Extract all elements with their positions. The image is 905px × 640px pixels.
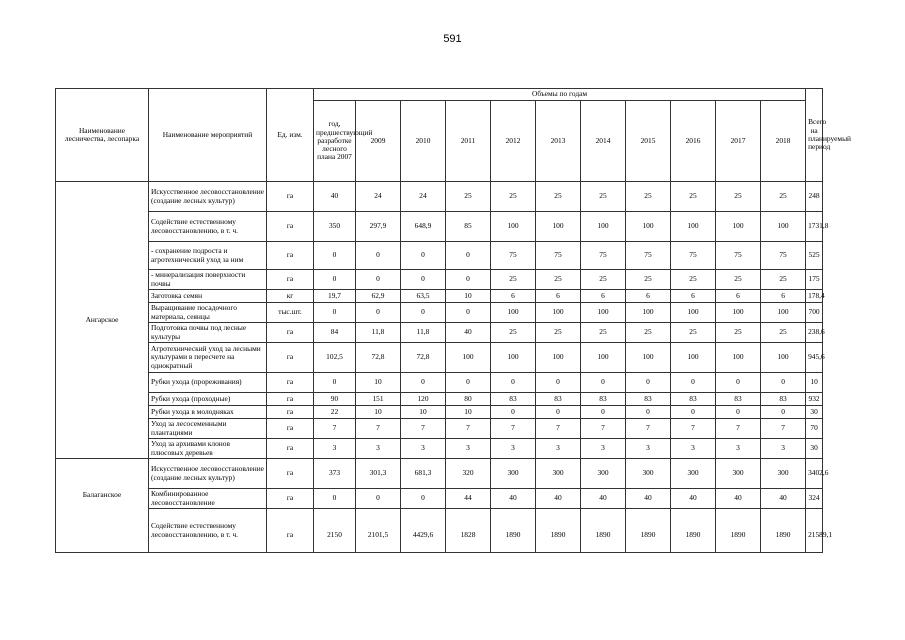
unit-cell: га — [267, 182, 314, 212]
value-cell: 10 — [401, 406, 446, 419]
table-row — [56, 509, 823, 553]
value-cell: 100 — [581, 212, 626, 242]
value-cell: 681,3 — [401, 459, 446, 489]
value-cell: 40 — [314, 182, 356, 212]
value-cell: 0 — [314, 270, 356, 290]
value-cell: 3 — [671, 439, 716, 459]
value-cell: 22 — [314, 406, 356, 419]
value-cell: 1890 — [671, 509, 716, 553]
value-cell: 11,8 — [401, 323, 446, 343]
value-cell: 83 — [671, 393, 716, 406]
value-cell: 648,9 — [401, 212, 446, 242]
value-cell: 0 — [401, 270, 446, 290]
header-year: 2015 — [626, 101, 671, 182]
value-cell: 7 — [716, 419, 761, 439]
value-cell: 100 — [761, 343, 806, 373]
value-cell: 3 — [491, 439, 536, 459]
value-cell: 100 — [536, 343, 581, 373]
value-cell: 6 — [581, 290, 626, 303]
value-cell: 0 — [401, 242, 446, 270]
activity-name-cell: Агротехнический уход за лесными культурами в пересчете на однократный — [149, 343, 267, 373]
total-cell: 30 — [806, 439, 823, 459]
total-cell: 525 — [806, 242, 823, 270]
value-cell: 25 — [581, 323, 626, 343]
value-cell: 3 — [446, 439, 491, 459]
value-cell: 100 — [581, 303, 626, 323]
value-cell: 0 — [671, 373, 716, 393]
value-cell: 19,7 — [314, 290, 356, 303]
value-cell: 0 — [491, 373, 536, 393]
value-cell: 0 — [716, 373, 761, 393]
value-cell: 75 — [581, 242, 626, 270]
value-cell: 25 — [626, 182, 671, 212]
value-cell: 100 — [536, 212, 581, 242]
value-cell: 25 — [671, 270, 716, 290]
value-cell: 25 — [581, 182, 626, 212]
value-cell: 24 — [401, 182, 446, 212]
value-cell: 0 — [446, 303, 491, 323]
value-cell: 151 — [356, 393, 401, 406]
value-cell: 25 — [446, 182, 491, 212]
total-cell: 248 — [806, 182, 823, 212]
value-cell: 300 — [626, 459, 671, 489]
header-activity: Наименование мероприятий — [149, 89, 267, 182]
value-cell: 25 — [716, 182, 761, 212]
table-row — [56, 343, 823, 373]
unit-cell: га — [267, 439, 314, 459]
value-cell: 40 — [446, 323, 491, 343]
value-cell: 100 — [491, 303, 536, 323]
activity-name-cell: Рубки ухода в молодняках — [149, 406, 267, 419]
total-cell: 178,4 — [806, 290, 823, 303]
header-year: 2012 — [491, 101, 536, 182]
value-cell: 3 — [581, 439, 626, 459]
value-cell: 83 — [761, 393, 806, 406]
value-cell: 100 — [761, 212, 806, 242]
unit-cell: га — [267, 459, 314, 489]
value-cell: 1890 — [716, 509, 761, 553]
value-cell: 0 — [761, 406, 806, 419]
table-row — [56, 290, 823, 303]
value-cell: 40 — [671, 489, 716, 509]
value-cell: 100 — [716, 212, 761, 242]
value-cell: 6 — [716, 290, 761, 303]
value-cell: 100 — [671, 343, 716, 373]
header-year: 2018 — [761, 101, 806, 182]
activity-name-cell: Искусственное лесовосстановление (создание лесных культур) — [149, 459, 267, 489]
unit-cell: га — [267, 270, 314, 290]
table-row — [56, 406, 823, 419]
value-cell: 83 — [536, 393, 581, 406]
activity-name-cell: - сохранение подроста и агротехнический уход за ним — [149, 242, 267, 270]
value-cell: 7 — [314, 419, 356, 439]
value-cell: 0 — [314, 373, 356, 393]
value-cell: 0 — [716, 406, 761, 419]
activity-name-cell: Заготовка семян — [149, 290, 267, 303]
value-cell: 0 — [356, 303, 401, 323]
value-cell: 350 — [314, 212, 356, 242]
value-cell: 300 — [491, 459, 536, 489]
value-cell: 25 — [536, 270, 581, 290]
value-cell: 25 — [761, 270, 806, 290]
total-cell: 70 — [806, 419, 823, 439]
table-row — [56, 439, 823, 459]
total-cell: 175 — [806, 270, 823, 290]
unit-cell: кг — [267, 290, 314, 303]
value-cell: 25 — [716, 323, 761, 343]
value-cell: 72,8 — [356, 343, 401, 373]
value-cell: 25 — [716, 270, 761, 290]
value-cell: 3 — [761, 439, 806, 459]
value-cell: 3 — [401, 439, 446, 459]
header-unit: Ед. изм. — [267, 89, 314, 182]
value-cell: 25 — [491, 323, 536, 343]
table-row — [56, 323, 823, 343]
value-cell: 40 — [761, 489, 806, 509]
value-cell: 44 — [446, 489, 491, 509]
value-cell: 40 — [581, 489, 626, 509]
total-cell: 10 — [806, 373, 823, 393]
value-cell: 6 — [626, 290, 671, 303]
value-cell: 100 — [491, 212, 536, 242]
header-volumes: Объемы по годам — [314, 89, 806, 101]
header-forestry: Наименование лесничества, лесопарка — [56, 89, 149, 182]
value-cell: 83 — [626, 393, 671, 406]
total-cell: 3402,6 — [806, 459, 823, 489]
value-cell: 75 — [491, 242, 536, 270]
value-cell: 300 — [536, 459, 581, 489]
value-cell: 1828 — [446, 509, 491, 553]
value-cell: 100 — [671, 303, 716, 323]
value-cell: 100 — [626, 343, 671, 373]
table-row — [56, 489, 823, 509]
value-cell: 7 — [671, 419, 716, 439]
unit-cell: га — [267, 393, 314, 406]
value-cell: 62,9 — [356, 290, 401, 303]
value-cell: 100 — [446, 343, 491, 373]
value-cell: 100 — [716, 343, 761, 373]
value-cell: 3 — [356, 439, 401, 459]
unit-cell: га — [267, 489, 314, 509]
table-row — [56, 242, 823, 270]
header-year: 2016 — [671, 101, 716, 182]
value-cell: 40 — [716, 489, 761, 509]
value-cell: 3 — [314, 439, 356, 459]
value-cell: 0 — [314, 489, 356, 509]
value-cell: 90 — [314, 393, 356, 406]
value-cell: 25 — [491, 182, 536, 212]
value-cell: 80 — [446, 393, 491, 406]
value-cell: 40 — [491, 489, 536, 509]
unit-cell: га — [267, 242, 314, 270]
table-row — [56, 303, 823, 323]
value-cell: 11,8 — [356, 323, 401, 343]
value-cell: 0 — [581, 406, 626, 419]
value-cell: 7 — [401, 419, 446, 439]
value-cell: 0 — [581, 373, 626, 393]
table-row — [56, 459, 823, 489]
value-cell: 6 — [761, 290, 806, 303]
value-cell: 25 — [626, 270, 671, 290]
activity-name-cell: Искусственное лесовосстановление (создание лесных культур) — [149, 182, 267, 212]
value-cell: 100 — [536, 303, 581, 323]
value-cell: 10 — [446, 290, 491, 303]
header-year: 2009 — [356, 101, 401, 182]
activity-name-cell: Комбинированное лесовосстановление — [149, 489, 267, 509]
value-cell: 75 — [671, 242, 716, 270]
value-cell: 25 — [761, 182, 806, 212]
table-row — [56, 393, 823, 406]
value-cell: 0 — [446, 270, 491, 290]
header-total: Всего на планируемый период — [806, 89, 823, 182]
unit-cell: га — [267, 212, 314, 242]
value-cell: 0 — [491, 406, 536, 419]
value-cell: 25 — [536, 323, 581, 343]
value-cell: 1890 — [761, 509, 806, 553]
value-cell: 4429,6 — [401, 509, 446, 553]
value-cell: 7 — [446, 419, 491, 439]
value-cell: 0 — [446, 242, 491, 270]
total-cell: 945,6 — [806, 343, 823, 373]
table-row — [56, 182, 823, 212]
forestry-name-cell: Балаганское — [56, 459, 149, 553]
value-cell: 0 — [401, 303, 446, 323]
value-cell: 25 — [671, 323, 716, 343]
value-cell: 300 — [671, 459, 716, 489]
total-cell: 324 — [806, 489, 823, 509]
value-cell: 7 — [356, 419, 401, 439]
value-cell: 100 — [491, 343, 536, 373]
header-year: 2011 — [446, 101, 491, 182]
value-cell: 10 — [356, 406, 401, 419]
value-cell: 0 — [314, 242, 356, 270]
value-cell: 300 — [716, 459, 761, 489]
value-cell: 120 — [401, 393, 446, 406]
value-cell: 63,5 — [401, 290, 446, 303]
value-cell: 0 — [536, 406, 581, 419]
value-cell: 3 — [716, 439, 761, 459]
value-cell: 0 — [626, 373, 671, 393]
value-cell: 2150 — [314, 509, 356, 553]
value-cell: 300 — [761, 459, 806, 489]
activity-name-cell: Содействие естественному лесовосстановлению, в т. ч. — [149, 212, 267, 242]
value-cell: 3 — [626, 439, 671, 459]
value-cell: 25 — [491, 270, 536, 290]
value-cell: 1890 — [536, 509, 581, 553]
value-cell: 0 — [401, 489, 446, 509]
table-row — [56, 419, 823, 439]
value-cell: 75 — [761, 242, 806, 270]
value-cell: 100 — [671, 212, 716, 242]
value-cell: 0 — [536, 373, 581, 393]
value-cell: 72,8 — [401, 343, 446, 373]
unit-cell: га — [267, 406, 314, 419]
value-cell: 1890 — [491, 509, 536, 553]
value-cell: 297,9 — [356, 212, 401, 242]
value-cell: 0 — [356, 489, 401, 509]
value-cell: 100 — [761, 303, 806, 323]
activity-name-cell: Уход за архивами клонов плюсовых деревьев — [149, 439, 267, 459]
value-cell: 0 — [401, 373, 446, 393]
value-cell: 25 — [626, 323, 671, 343]
value-cell: 7 — [626, 419, 671, 439]
unit-cell: га — [267, 509, 314, 553]
value-cell: 102,5 — [314, 343, 356, 373]
unit-cell: га — [267, 343, 314, 373]
total-cell: 1731,8 — [806, 212, 823, 242]
header-prev-year: год, предшествующий разработке лесного плана 2007 — [314, 101, 356, 182]
value-cell: 2101,5 — [356, 509, 401, 553]
page-number: 591 — [443, 33, 462, 45]
table-row — [56, 212, 823, 242]
value-cell: 75 — [626, 242, 671, 270]
activity-name-cell: - минерализация поверхности почвы — [149, 270, 267, 290]
value-cell: 25 — [671, 182, 716, 212]
value-cell: 84 — [314, 323, 356, 343]
header-year: 2017 — [716, 101, 761, 182]
header-year: 2014 — [581, 101, 626, 182]
value-cell: 83 — [716, 393, 761, 406]
value-cell: 10 — [356, 373, 401, 393]
total-cell: 30 — [806, 406, 823, 419]
value-cell: 3 — [536, 439, 581, 459]
value-cell: 6 — [671, 290, 716, 303]
value-cell: 7 — [536, 419, 581, 439]
total-cell: 21589,1 — [806, 509, 823, 553]
unit-cell: тыс.шт. — [267, 303, 314, 323]
total-cell: 700 — [806, 303, 823, 323]
value-cell: 0 — [356, 270, 401, 290]
table-row — [56, 270, 823, 290]
value-cell: 1890 — [581, 509, 626, 553]
value-cell: 0 — [314, 303, 356, 323]
activity-name-cell: Выращивание посадочного материала, сеянцы — [149, 303, 267, 323]
value-cell: 0 — [671, 406, 716, 419]
value-cell: 40 — [536, 489, 581, 509]
header-year: 2013 — [536, 101, 581, 182]
unit-cell: га — [267, 419, 314, 439]
value-cell: 7 — [761, 419, 806, 439]
header-year: 2010 — [401, 101, 446, 182]
value-cell: 320 — [446, 459, 491, 489]
value-cell: 100 — [581, 343, 626, 373]
table-body — [56, 182, 833, 553]
value-cell: 100 — [626, 303, 671, 323]
value-cell: 75 — [716, 242, 761, 270]
table-row — [56, 373, 823, 393]
value-cell: 100 — [716, 303, 761, 323]
value-cell: 25 — [581, 270, 626, 290]
value-cell: 100 — [626, 212, 671, 242]
forestry-activities-table — [55, 88, 851, 553]
value-cell: 7 — [491, 419, 536, 439]
total-cell: 238,6 — [806, 323, 823, 343]
activity-name-cell: Подготовка почвы под лесные культуры — [149, 323, 267, 343]
value-cell: 6 — [491, 290, 536, 303]
unit-cell: га — [267, 373, 314, 393]
activity-name-cell: Рубки ухода (прореживания) — [149, 373, 267, 393]
unit-cell: га — [267, 323, 314, 343]
value-cell: 1890 — [626, 509, 671, 553]
value-cell: 300 — [581, 459, 626, 489]
value-cell: 0 — [356, 242, 401, 270]
value-cell: 0 — [626, 406, 671, 419]
value-cell: 83 — [491, 393, 536, 406]
value-cell: 24 — [356, 182, 401, 212]
value-cell: 7 — [581, 419, 626, 439]
value-cell: 85 — [446, 212, 491, 242]
value-cell: 83 — [581, 393, 626, 406]
value-cell: 25 — [761, 323, 806, 343]
value-cell: 25 — [536, 182, 581, 212]
value-cell: 0 — [761, 373, 806, 393]
value-cell: 373 — [314, 459, 356, 489]
activity-name-cell: Рубки ухода (проходные) — [149, 393, 267, 406]
value-cell: 10 — [446, 406, 491, 419]
activity-name-cell: Содействие естественному лесовосстановлению, в т. ч. — [149, 509, 267, 553]
activity-name-cell: Уход за лесосеменными плантациями — [149, 419, 267, 439]
forestry-name-cell: Ангарское — [56, 182, 149, 459]
value-cell: 40 — [626, 489, 671, 509]
value-cell: 75 — [536, 242, 581, 270]
value-cell: 6 — [536, 290, 581, 303]
value-cell: 301,3 — [356, 459, 401, 489]
value-cell: 0 — [446, 373, 491, 393]
total-cell: 932 — [806, 393, 823, 406]
